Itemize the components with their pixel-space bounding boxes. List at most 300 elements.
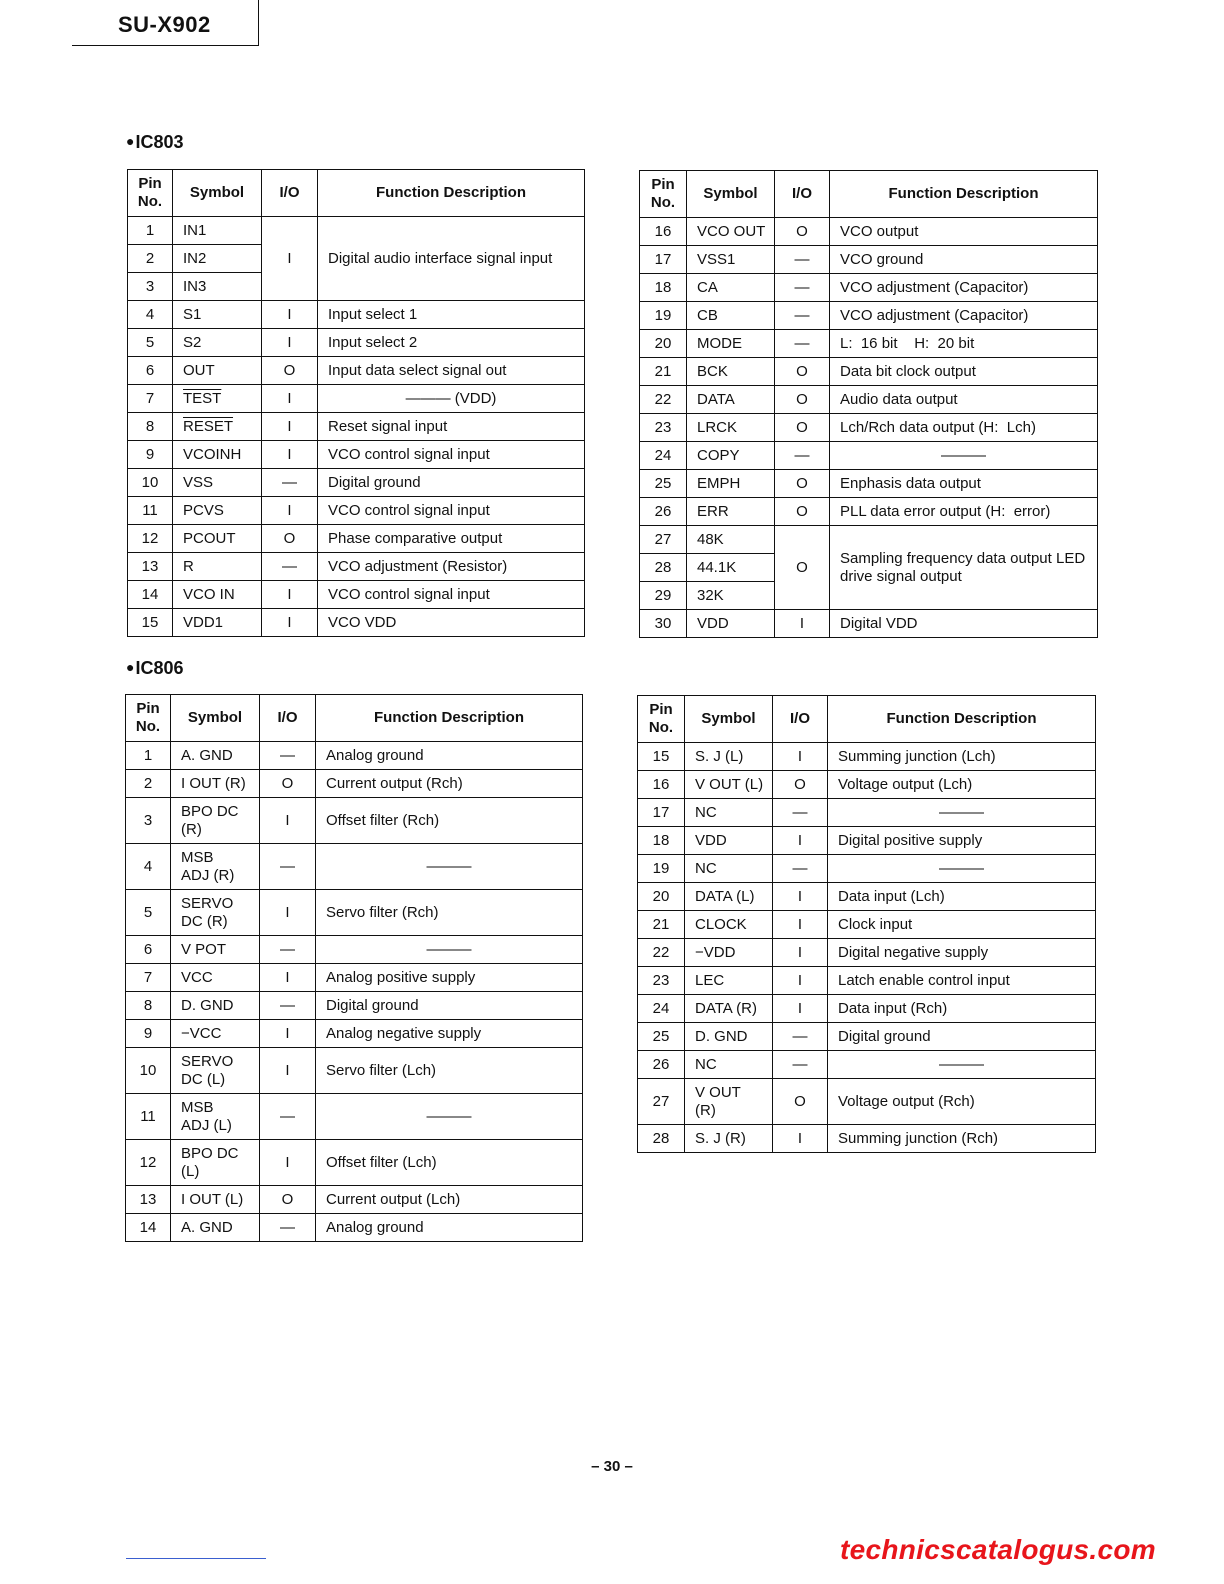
pin-no: 19 [640, 302, 687, 330]
pin-function: Analog positive supply [316, 964, 583, 992]
col-header-io: I/O [775, 171, 830, 218]
bullet-icon: ● [126, 659, 135, 675]
pin-io: — [775, 330, 830, 358]
col-header-symbol: Symbol [173, 170, 262, 217]
pin-symbol: S. J (L) [685, 743, 773, 771]
pin-function: Servo filter (Rch) [316, 890, 583, 936]
pin-no: 23 [640, 414, 687, 442]
table-row [128, 413, 585, 441]
pin-function: ——— [828, 855, 1096, 883]
pin-io: — [260, 1094, 316, 1140]
pin-symbol: V POT [171, 936, 260, 964]
pin-function: Analog negative supply [316, 1020, 583, 1048]
ic806-table-left [125, 694, 583, 1242]
pin-no: 25 [640, 470, 687, 498]
pin-io: O [775, 414, 830, 442]
pin-function: Summing junction (Lch) [828, 743, 1096, 771]
pin-io: I [262, 385, 318, 413]
pin-no: 12 [126, 1140, 171, 1186]
pin-symbol: 48K [687, 526, 775, 554]
pin-function: Digital negative supply [828, 939, 1096, 967]
table-row [126, 936, 583, 964]
pin-no: 22 [638, 939, 685, 967]
pin-function: ——— [828, 799, 1096, 827]
table-row [640, 442, 1098, 470]
pin-symbol: CB [687, 302, 775, 330]
table-row [126, 1214, 583, 1242]
pin-no: 27 [638, 1079, 685, 1125]
pin-symbol: S. J (R) [685, 1125, 773, 1153]
pin-no: 27 [640, 526, 687, 554]
table-row [640, 498, 1098, 526]
table-row [638, 911, 1096, 939]
pin-symbol: LEC [685, 967, 773, 995]
pin-symbol: NC [685, 855, 773, 883]
pin-io: I [773, 883, 828, 911]
pin-no: 20 [640, 330, 687, 358]
table-row [126, 992, 583, 1020]
pin-symbol-text: RESET [183, 417, 234, 435]
pin-io: — [773, 1023, 828, 1051]
pin-symbol: SERVO DC (L) [171, 1048, 260, 1094]
pin-symbol: SERVO DC (R) [171, 890, 260, 936]
pin-symbol: −VCC [171, 1020, 260, 1048]
pin-symbol: COPY [687, 442, 775, 470]
pin-symbol: DATA (R) [685, 995, 773, 1023]
pin-no: 5 [128, 329, 173, 357]
table-row [638, 827, 1096, 855]
pin-symbol: V OUT (L) [685, 771, 773, 799]
pin-function: VCO control signal input [318, 581, 585, 609]
pin-function: Input select 2 [318, 329, 585, 357]
pin-no: 6 [126, 936, 171, 964]
header-box [72, 0, 259, 46]
pin-no: 5 [126, 890, 171, 936]
pin-io: I [262, 581, 318, 609]
footer-divider [126, 1558, 266, 1559]
pin-symbol: MODE [687, 330, 775, 358]
pin-symbol: LRCK [687, 414, 775, 442]
table-row [128, 301, 585, 329]
pin-io: — [773, 1051, 828, 1079]
pin-io: I [773, 939, 828, 967]
pin-io: I [773, 1125, 828, 1153]
section-title-ic803 [126, 132, 184, 153]
pin-no: 21 [640, 358, 687, 386]
pin-symbol: 32K [687, 582, 775, 610]
pin-symbol: VDD [687, 610, 775, 638]
pin-io: O [775, 386, 830, 414]
pin-no: 9 [128, 441, 173, 469]
table-row [128, 217, 585, 245]
pin-no: 15 [638, 743, 685, 771]
pin-no: 12 [128, 525, 173, 553]
table-row [640, 470, 1098, 498]
pin-io: I [260, 964, 316, 992]
pin-no: 4 [128, 301, 173, 329]
pin-no: 22 [640, 386, 687, 414]
pin-io: O [260, 770, 316, 798]
pin-no: 30 [640, 610, 687, 638]
pin-io: — [262, 553, 318, 581]
pin-io: — [260, 742, 316, 770]
pin-function: Data bit clock output [830, 358, 1098, 386]
pin-no: 26 [638, 1051, 685, 1079]
pin-function: Digital ground [316, 992, 583, 1020]
pin-io: I [260, 1140, 316, 1186]
col-header-pin: Pin No. [640, 171, 687, 218]
pin-io: I [262, 441, 318, 469]
col-header-symbol: Symbol [171, 695, 260, 742]
table-row [638, 771, 1096, 799]
pin-io: O [775, 498, 830, 526]
pin-function: VCO control signal input [318, 441, 585, 469]
pin-function: Digital positive supply [828, 827, 1096, 855]
pin-no: 10 [128, 469, 173, 497]
pin-no: 28 [638, 1125, 685, 1153]
pin-function: ——— [316, 844, 583, 890]
pin-io: I [262, 217, 318, 301]
pin-function: Offset filter (Rch) [316, 798, 583, 844]
table-row [640, 610, 1098, 638]
pin-function: ——— [830, 442, 1098, 470]
pin-io: I [260, 798, 316, 844]
pin-function: Offset filter (Lch) [316, 1140, 583, 1186]
pin-no: 6 [128, 357, 173, 385]
pin-io: O [773, 1079, 828, 1125]
pin-no: 14 [128, 581, 173, 609]
pin-no: 16 [640, 218, 687, 246]
pin-io: — [260, 844, 316, 890]
pin-no: 3 [126, 798, 171, 844]
pin-no: 23 [638, 967, 685, 995]
section-title-text: IC806 [135, 658, 184, 678]
pin-no: 14 [126, 1214, 171, 1242]
pin-io: — [775, 246, 830, 274]
pin-symbol: IN3 [173, 273, 262, 301]
col-header-pin: Pin No. [638, 696, 685, 743]
table-row [126, 1048, 583, 1094]
pin-function: Digital ground [828, 1023, 1096, 1051]
table-row [640, 274, 1098, 302]
pin-symbol [173, 385, 262, 413]
pin-io: O [775, 526, 830, 610]
ic803-table-right [639, 170, 1098, 638]
pin-symbol: BCK [687, 358, 775, 386]
pin-no: 4 [126, 844, 171, 890]
pin-io: O [775, 470, 830, 498]
pin-no: 13 [126, 1186, 171, 1214]
page-number: – 30 – [591, 1458, 633, 1475]
pin-symbol: NC [685, 799, 773, 827]
table-row [128, 385, 585, 413]
pin-no: 24 [638, 995, 685, 1023]
pin-symbol-text: TEST [183, 389, 222, 407]
pin-function: VCO output [830, 218, 1098, 246]
table-row [638, 743, 1096, 771]
table-row [128, 609, 585, 637]
pin-symbol: R [173, 553, 262, 581]
col-header-symbol: Symbol [685, 696, 773, 743]
pin-no: 18 [638, 827, 685, 855]
pin-function: Current output (Rch) [316, 770, 583, 798]
pin-no: 24 [640, 442, 687, 470]
pin-io: — [260, 992, 316, 1020]
pin-no: 25 [638, 1023, 685, 1051]
pin-symbol: VCOINH [173, 441, 262, 469]
pin-io: I [260, 890, 316, 936]
pin-io: O [775, 218, 830, 246]
pin-no: 13 [128, 553, 173, 581]
table-row [638, 1051, 1096, 1079]
pin-io: I [260, 1020, 316, 1048]
section-title-text: IC803 [135, 132, 184, 152]
pin-function: ——— [316, 936, 583, 964]
pin-symbol: D. GND [171, 992, 260, 1020]
model-title: SU-X902 [118, 12, 211, 37]
pin-io: — [775, 274, 830, 302]
pin-no: 18 [640, 274, 687, 302]
col-header-function: Function Description [828, 696, 1096, 743]
pin-function: Data input (Rch) [828, 995, 1096, 1023]
pin-symbol: VSS [173, 469, 262, 497]
table-row [126, 1020, 583, 1048]
table-row [638, 1023, 1096, 1051]
pin-function: Input select 1 [318, 301, 585, 329]
pin-no: 15 [128, 609, 173, 637]
section-title-ic806 [126, 658, 184, 679]
pin-function: Voltage output (Rch) [828, 1079, 1096, 1125]
pin-no: 21 [638, 911, 685, 939]
pin-function: Enphasis data output [830, 470, 1098, 498]
pin-io: I [773, 995, 828, 1023]
table-row [126, 1186, 583, 1214]
pin-io: O [775, 358, 830, 386]
pin-no: 11 [128, 497, 173, 525]
pin-symbol: PCVS [173, 497, 262, 525]
pin-symbol: A. GND [171, 742, 260, 770]
pin-no: 7 [128, 385, 173, 413]
pin-function: Phase comparative output [318, 525, 585, 553]
table-row [638, 855, 1096, 883]
pin-symbol: VDD [685, 827, 773, 855]
pin-no: 10 [126, 1048, 171, 1094]
table-row [638, 1079, 1096, 1125]
pin-symbol: MSB ADJ (R) [171, 844, 260, 890]
pin-io: I [775, 610, 830, 638]
pin-symbol: −VDD [685, 939, 773, 967]
col-header-io: I/O [260, 695, 316, 742]
col-header-io: I/O [773, 696, 828, 743]
col-header-function: Function Description [830, 171, 1098, 218]
pin-no: 8 [126, 992, 171, 1020]
pin-no: 1 [128, 217, 173, 245]
pin-function: Current output (Lch) [316, 1186, 583, 1214]
pin-symbol: V OUT (R) [685, 1079, 773, 1125]
pin-symbol: EMPH [687, 470, 775, 498]
pin-function: Latch enable control input [828, 967, 1096, 995]
pin-symbol: BPO DC (R) [171, 798, 260, 844]
pin-function: VCO adjustment (Capacitor) [830, 302, 1098, 330]
pin-io: I [262, 413, 318, 441]
table-row [126, 770, 583, 798]
table-row [128, 525, 585, 553]
pin-symbol: IN2 [173, 245, 262, 273]
pin-symbol: DATA (L) [685, 883, 773, 911]
table-row [126, 1140, 583, 1186]
table-row [128, 497, 585, 525]
pin-io: I [262, 497, 318, 525]
col-header-io: I/O [262, 170, 318, 217]
table-row [126, 844, 583, 890]
pin-function: VCO adjustment (Capacitor) [830, 274, 1098, 302]
pin-io: — [260, 1214, 316, 1242]
pin-io: I [773, 967, 828, 995]
pin-symbol: VCO IN [173, 581, 262, 609]
pin-function: Reset signal input [318, 413, 585, 441]
pin-function: Servo filter (Lch) [316, 1048, 583, 1094]
pin-no: 7 [126, 964, 171, 992]
pin-no: 19 [638, 855, 685, 883]
pin-symbol: MSB ADJ (L) [171, 1094, 260, 1140]
pin-no: 1 [126, 742, 171, 770]
table-row [638, 939, 1096, 967]
bullet-icon: ● [126, 133, 135, 149]
pin-function: PLL data error output (H: error) [830, 498, 1098, 526]
pin-no: 17 [640, 246, 687, 274]
pin-function: VCO ground [830, 246, 1098, 274]
pin-no: 28 [640, 554, 687, 582]
table-row [638, 1125, 1096, 1153]
pin-symbol: PCOUT [173, 525, 262, 553]
pin-function: Clock input [828, 911, 1096, 939]
pin-function: Data input (Lch) [828, 883, 1096, 911]
pin-function: ——— [828, 1051, 1096, 1079]
pin-function: L: 16 bit H: 20 bit [830, 330, 1098, 358]
pin-io: I [262, 301, 318, 329]
pin-symbol: NC [685, 1051, 773, 1079]
table-row [640, 526, 1098, 554]
ic803-table-left [127, 169, 585, 637]
table-row [640, 246, 1098, 274]
col-header-pin: Pin No. [126, 695, 171, 742]
pin-io: — [773, 855, 828, 883]
table-row [640, 386, 1098, 414]
table-row [128, 441, 585, 469]
pin-symbol: VCC [171, 964, 260, 992]
pin-function: VCO control signal input [318, 497, 585, 525]
pin-io: — [775, 302, 830, 330]
pin-function: ——— (VDD) [318, 385, 585, 413]
table-row [126, 798, 583, 844]
table-row [640, 218, 1098, 246]
pin-function: Sampling frequency data output LED drive signal output [830, 526, 1098, 610]
pin-symbol: OUT [173, 357, 262, 385]
table-row [638, 883, 1096, 911]
pin-no: 17 [638, 799, 685, 827]
table-row [126, 742, 583, 770]
col-header-pin: Pin No. [128, 170, 173, 217]
pin-io: I [773, 827, 828, 855]
pin-no: 26 [640, 498, 687, 526]
col-header-symbol: Symbol [687, 171, 775, 218]
pin-no: 11 [126, 1094, 171, 1140]
pin-function: Lch/Rch data output (H: Lch) [830, 414, 1098, 442]
table-row [640, 330, 1098, 358]
table-row [638, 995, 1096, 1023]
pin-function: Input data select signal out [318, 357, 585, 385]
pin-no: 20 [638, 883, 685, 911]
pin-symbol: VSS1 [687, 246, 775, 274]
table-row [126, 964, 583, 992]
pin-no: 8 [128, 413, 173, 441]
watermark: technicscatalogus.com [840, 1534, 1156, 1565]
table-row [128, 357, 585, 385]
pin-io: O [773, 771, 828, 799]
pin-symbol: D. GND [685, 1023, 773, 1051]
pin-symbol: S2 [173, 329, 262, 357]
table-row [638, 967, 1096, 995]
pin-symbol: CLOCK [685, 911, 773, 939]
pin-function: Digital audio interface signal input [318, 217, 585, 301]
pin-function: Analog ground [316, 1214, 583, 1242]
col-header-function: Function Description [316, 695, 583, 742]
pin-no: 29 [640, 582, 687, 610]
pin-io: — [262, 469, 318, 497]
pin-io: I [262, 609, 318, 637]
pin-symbol: CA [687, 274, 775, 302]
pin-io: I [260, 1048, 316, 1094]
pin-function: Digital VDD [830, 610, 1098, 638]
pin-symbol: S1 [173, 301, 262, 329]
pin-symbol: 44.1K [687, 554, 775, 582]
table-row [638, 799, 1096, 827]
pin-symbol: IN1 [173, 217, 262, 245]
table-row [640, 358, 1098, 386]
table-row [128, 329, 585, 357]
pin-function: Audio data output [830, 386, 1098, 414]
pin-symbol: VDD1 [173, 609, 262, 637]
pin-symbol: I OUT (R) [171, 770, 260, 798]
pin-symbol: A. GND [171, 1214, 260, 1242]
pin-io: O [262, 525, 318, 553]
pin-function: ——— [316, 1094, 583, 1140]
pin-io: I [773, 743, 828, 771]
col-header-function: Function Description [318, 170, 585, 217]
pin-io: — [775, 442, 830, 470]
pin-symbol: ERR [687, 498, 775, 526]
table-row [126, 890, 583, 936]
table-row [640, 302, 1098, 330]
ic806-table-right [637, 695, 1096, 1153]
pin-no: 9 [126, 1020, 171, 1048]
pin-no: 2 [128, 245, 173, 273]
pin-function: VCO VDD [318, 609, 585, 637]
pin-no: 2 [126, 770, 171, 798]
pin-symbol: BPO DC (L) [171, 1140, 260, 1186]
pin-symbol: VCO OUT [687, 218, 775, 246]
pin-function: Voltage output (Lch) [828, 771, 1096, 799]
pin-function: VCO adjustment (Resistor) [318, 553, 585, 581]
pin-function: Analog ground [316, 742, 583, 770]
pin-io: O [262, 357, 318, 385]
pin-no: 16 [638, 771, 685, 799]
pin-io: I [773, 911, 828, 939]
table-row [128, 581, 585, 609]
pin-function: Digital ground [318, 469, 585, 497]
pin-io: O [260, 1186, 316, 1214]
table-row [128, 469, 585, 497]
